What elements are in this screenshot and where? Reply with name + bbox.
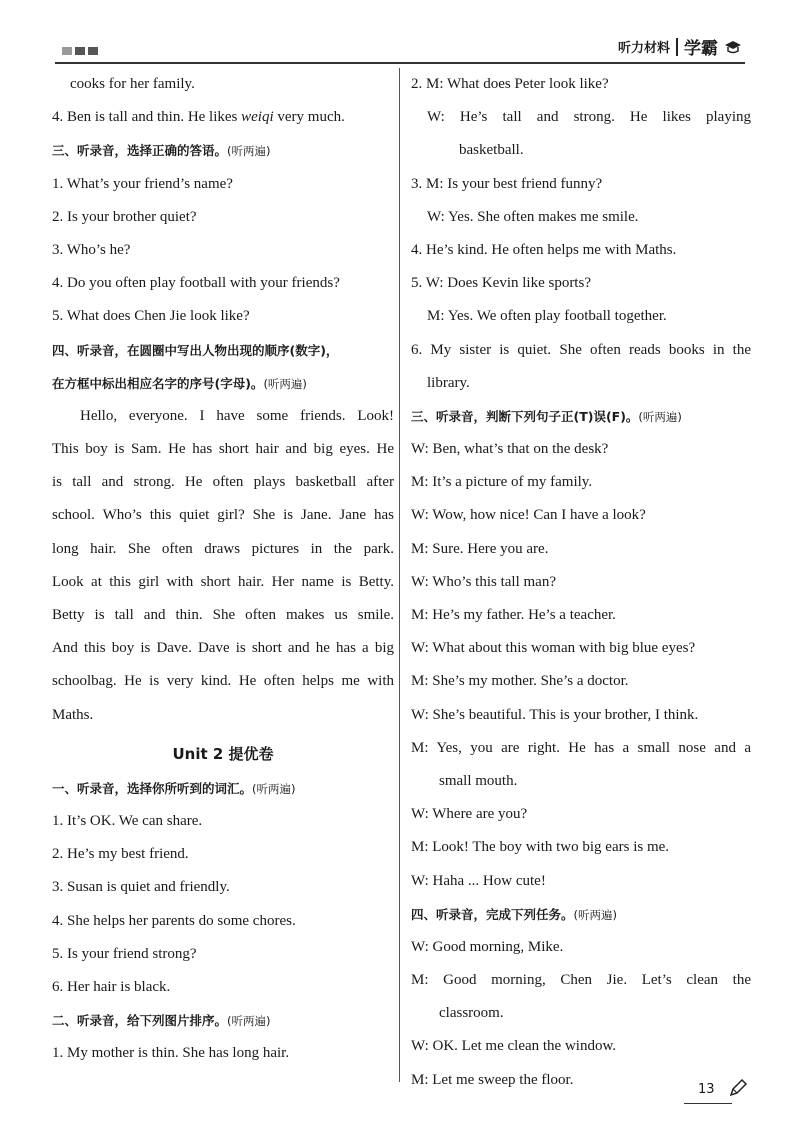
dialog-line: M: Yes. We often play football together. <box>427 308 667 325</box>
question-item: 5. What does Chen Jie look like? <box>52 308 250 325</box>
dialog-line: W: Who’s this tall man? <box>411 573 556 590</box>
section-heading <box>52 134 394 167</box>
dialog-line: W: What about this woman with big blue eyes? <box>411 640 696 657</box>
heading-text: 在方框中标出相应名字的序号(字母)。 <box>52 375 264 391</box>
dialog-line: M: Sure. Here you are. <box>411 540 549 557</box>
section-label: 听力材料 <box>617 41 670 56</box>
heading-text: 四、听录音，完成下列任务。 <box>411 906 574 922</box>
dialog-line: W: Ben, what’s that on the desk? <box>411 441 609 458</box>
dialog-line: classroom. <box>439 1005 504 1022</box>
passage-line: And this boy is Dave. Dave is short and he has a big <box>52 640 394 657</box>
section-heading <box>52 367 394 400</box>
word-item: 4. She helps her parents do some chores. <box>52 912 296 929</box>
dialog-line: M: It’s a picture of my family. <box>411 474 593 491</box>
section-heading <box>411 400 751 433</box>
word-item: 6. Her hair is black. <box>52 978 171 995</box>
passage-line: long hair. She often draws pictures in the park. <box>52 540 394 557</box>
dialog-line: W: He’s tall and strong. He likes playing <box>427 109 751 126</box>
question-item: 1. What’s your friend’s name? <box>52 175 233 192</box>
word-item: 2. He’s my best friend. <box>52 846 189 863</box>
passage-line: Hello, everyone. I have some friends. Look! <box>80 407 394 424</box>
heading-note: (听两遍) <box>252 781 296 796</box>
text-line <box>52 101 394 134</box>
heading-note: (听两遍) <box>263 376 307 391</box>
section-heading: 四、听录音，在圆圈中写出人物出现的顺序(数字)， <box>52 342 339 358</box>
unit-title: Unit 2 提优卷 <box>172 744 274 763</box>
page-header <box>618 34 742 59</box>
question-item: 3. Who’s he? <box>52 241 131 258</box>
dialog-line: W: She’s beautiful. This is your brother, I think. <box>411 706 699 723</box>
text-span: 4. Ben is tall and thin. He likes <box>52 109 242 126</box>
dialog-line: 4. He’s kind. He often helps me with Maths. <box>411 241 677 258</box>
dialog-line: W: Where are you? <box>411 806 528 823</box>
italic-word: weiqi <box>241 109 274 126</box>
passage-line: schoolbag. He is very kind. He often helps me with <box>52 673 394 690</box>
footer-rule <box>684 1103 732 1104</box>
brand-logo: 学霸 <box>684 39 718 59</box>
dialog-line: M: Look! The boy with two big ears is me. <box>411 839 670 856</box>
passage-line: Maths. <box>52 706 94 723</box>
heading-note: (听两遍) <box>227 1014 271 1029</box>
graduation-cap-icon <box>724 39 742 55</box>
dialog-line: W: Yes. She often makes me smile. <box>427 208 639 225</box>
section-heading <box>52 1004 394 1037</box>
text-span: very much. <box>273 109 345 126</box>
page-number: 13 <box>698 1082 715 1097</box>
left-column <box>52 68 394 1070</box>
question-item: 4. Do you often play football with your friends? <box>52 275 340 292</box>
heading-text: 一、听录音，选择你所听到的词汇。 <box>52 780 253 796</box>
question-item: 2. Is your brother quiet? <box>52 208 197 225</box>
passage-line: Betty is tall and thin. She often makes us smile. <box>52 607 394 623</box>
header-divider <box>676 38 678 56</box>
dialog-line: W: OK. Let me clean the window. <box>411 1038 617 1055</box>
dialog-line: 6. My sister is quiet. She often reads books in the <box>411 341 751 358</box>
word-item: 3. Susan is quiet and friendly. <box>52 879 230 896</box>
dialog-line: small mouth. <box>439 772 518 789</box>
passage-line: is tall and strong. He often plays basketball after <box>52 474 394 491</box>
heading-text: 二、听录音，给下列图片排序。 <box>52 1013 228 1029</box>
dialog-line: W: Wow, how nice! Can I have a look? <box>411 507 646 524</box>
picture-item: 1. My mother is thin. She has long hair. <box>52 1045 290 1062</box>
header-rule <box>55 62 745 64</box>
column-divider <box>399 68 400 1082</box>
dialog-line: M: He’s my father. He’s a teacher. <box>411 607 616 623</box>
word-item: 1. It’s OK. We can share. <box>52 812 203 829</box>
word-item: 5. Is your friend strong? <box>52 945 197 962</box>
dialog-line: M: Good morning, Chen Jie. Let’s clean the <box>411 972 751 989</box>
text-line: cooks for her family. <box>70 76 195 92</box>
dialog-line: M: Let me sweep the floor. <box>411 1071 574 1088</box>
dialog-line: 2. M: What does Peter look like? <box>411 76 609 92</box>
dialog-line: library. <box>427 374 470 391</box>
section-heading <box>52 772 394 805</box>
dialog-line: W: Good morning, Mike. <box>411 938 564 955</box>
dialog-line: W: Haha ... How cute! <box>411 872 546 889</box>
heading-note: (听两遍) <box>638 409 682 424</box>
dialog-line: M: She’s my mother. She’s a doctor. <box>411 673 629 690</box>
dialog-line: 5. W: Does Kevin like sports? <box>411 275 591 292</box>
heading-text: 三、听录音，判断下列句子正(T)误(F)。 <box>411 408 639 424</box>
section-heading <box>411 898 751 931</box>
heading-text: 三、听录音，选择正确的答语。 <box>52 143 228 159</box>
header-decoration <box>62 47 98 55</box>
right-column <box>411 68 751 1097</box>
dialog-line: 3. M: Is your best friend funny? <box>411 175 603 192</box>
heading-note: (听两遍) <box>227 144 271 159</box>
passage-line: This boy is Sam. He has short hair and big eyes. He <box>52 441 394 458</box>
passage-line: school. Who’s this quiet girl? She is Jane. Jane has <box>52 507 394 524</box>
dialog-line: basketball. <box>459 142 524 159</box>
passage-line: Look at this girl with short hair. Her name is Betty. <box>52 573 394 590</box>
pencil-icon <box>728 1078 748 1098</box>
heading-note: (听两遍) <box>573 907 617 922</box>
dialog-line: M: Yes, you are right. He has a small nose and a <box>411 739 751 756</box>
